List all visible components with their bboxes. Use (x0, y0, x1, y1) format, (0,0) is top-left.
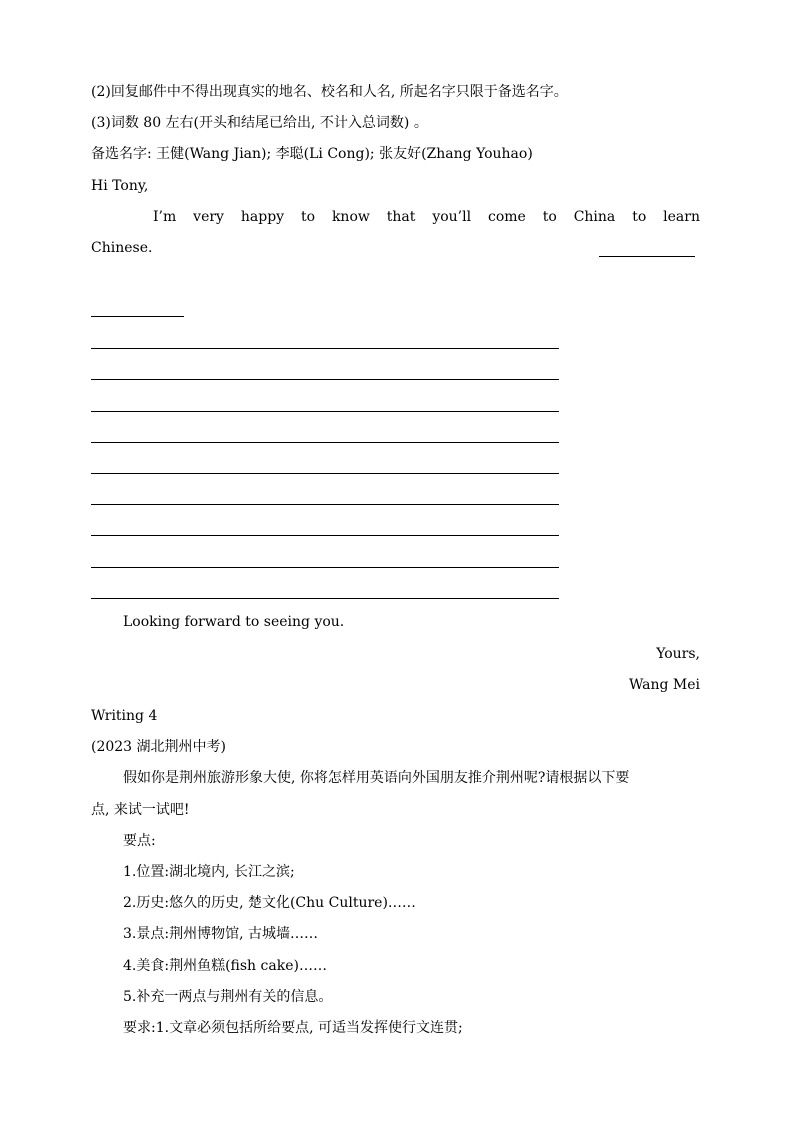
requirement-3: (3)词数 80 左右(开头和结尾已给出, 不计入总词数) 。 (91, 115, 428, 131)
answer-line[interactable] (91, 567, 559, 568)
answer-line[interactable] (91, 535, 559, 536)
answer-line[interactable] (91, 411, 559, 412)
word: to (542, 209, 557, 225)
answer-blank-short[interactable] (599, 256, 695, 257)
answer-line[interactable] (91, 473, 559, 474)
answer-line[interactable] (91, 442, 559, 443)
word: happy (240, 209, 285, 225)
word: to (632, 209, 647, 225)
letter-signoff: Yours, (656, 646, 700, 662)
answer-blank-short[interactable] (91, 316, 184, 317)
word: you’ll (432, 209, 472, 225)
word: come (487, 209, 526, 225)
requirement-line: 要求:1.文章必须包括所给要点, 可适当发挥使行文连贯; (123, 1020, 463, 1036)
word: to (300, 209, 316, 225)
candidate-names: 备选名字: 王健(Wang Jian); 李聪(Li Cong); 张友好(Zhang Youhao) (91, 146, 533, 162)
word: China (573, 209, 616, 225)
word: I’m (153, 209, 177, 225)
point-item: 2.历史:悠久的历史, 楚文化(Chu Culture)…… (123, 895, 416, 911)
word: learn (663, 209, 700, 225)
point-item: 3.景点:荆州博物馆, 古城墙…… (123, 926, 318, 942)
letter-greeting: Hi Tony, (91, 178, 149, 194)
point-item: 1.位置:湖北境内, 长江之滨; (123, 864, 295, 880)
letter-opening-continued: Chinese. (91, 240, 153, 256)
letter-opening-line (91, 207, 700, 227)
points-header: 要点: (123, 833, 156, 849)
point-item: 4.美食:荆州鱼糕(fish cake)…… (123, 958, 327, 974)
letter-closing: Looking forward to seeing you. (123, 614, 345, 630)
answer-line[interactable] (91, 504, 559, 505)
answer-line[interactable] (91, 379, 559, 380)
prompt-line: 点, 来试一试吧! (91, 802, 190, 818)
prompt-line: 假如你是荆州旅游形象大使, 你将怎样用英语向外国朋友推介荆州呢?请根据以下要 (123, 770, 630, 786)
exam-source: (2023 湖北荆州中考) (91, 739, 227, 755)
requirement-2: (2)回复邮件中不得出现真实的地名、校名和人名, 所起名字只限于备选名字。 (91, 84, 568, 100)
word: that (386, 209, 416, 225)
answer-line[interactable] (91, 348, 559, 349)
point-item: 5.补充一两点与荆州有关的信息。 (123, 989, 333, 1005)
letter-signature: Wang Mei (628, 677, 700, 693)
section-title: Writing 4 (91, 708, 158, 724)
answer-line[interactable] (91, 598, 559, 599)
word: know (331, 209, 370, 225)
word: very (193, 209, 224, 225)
